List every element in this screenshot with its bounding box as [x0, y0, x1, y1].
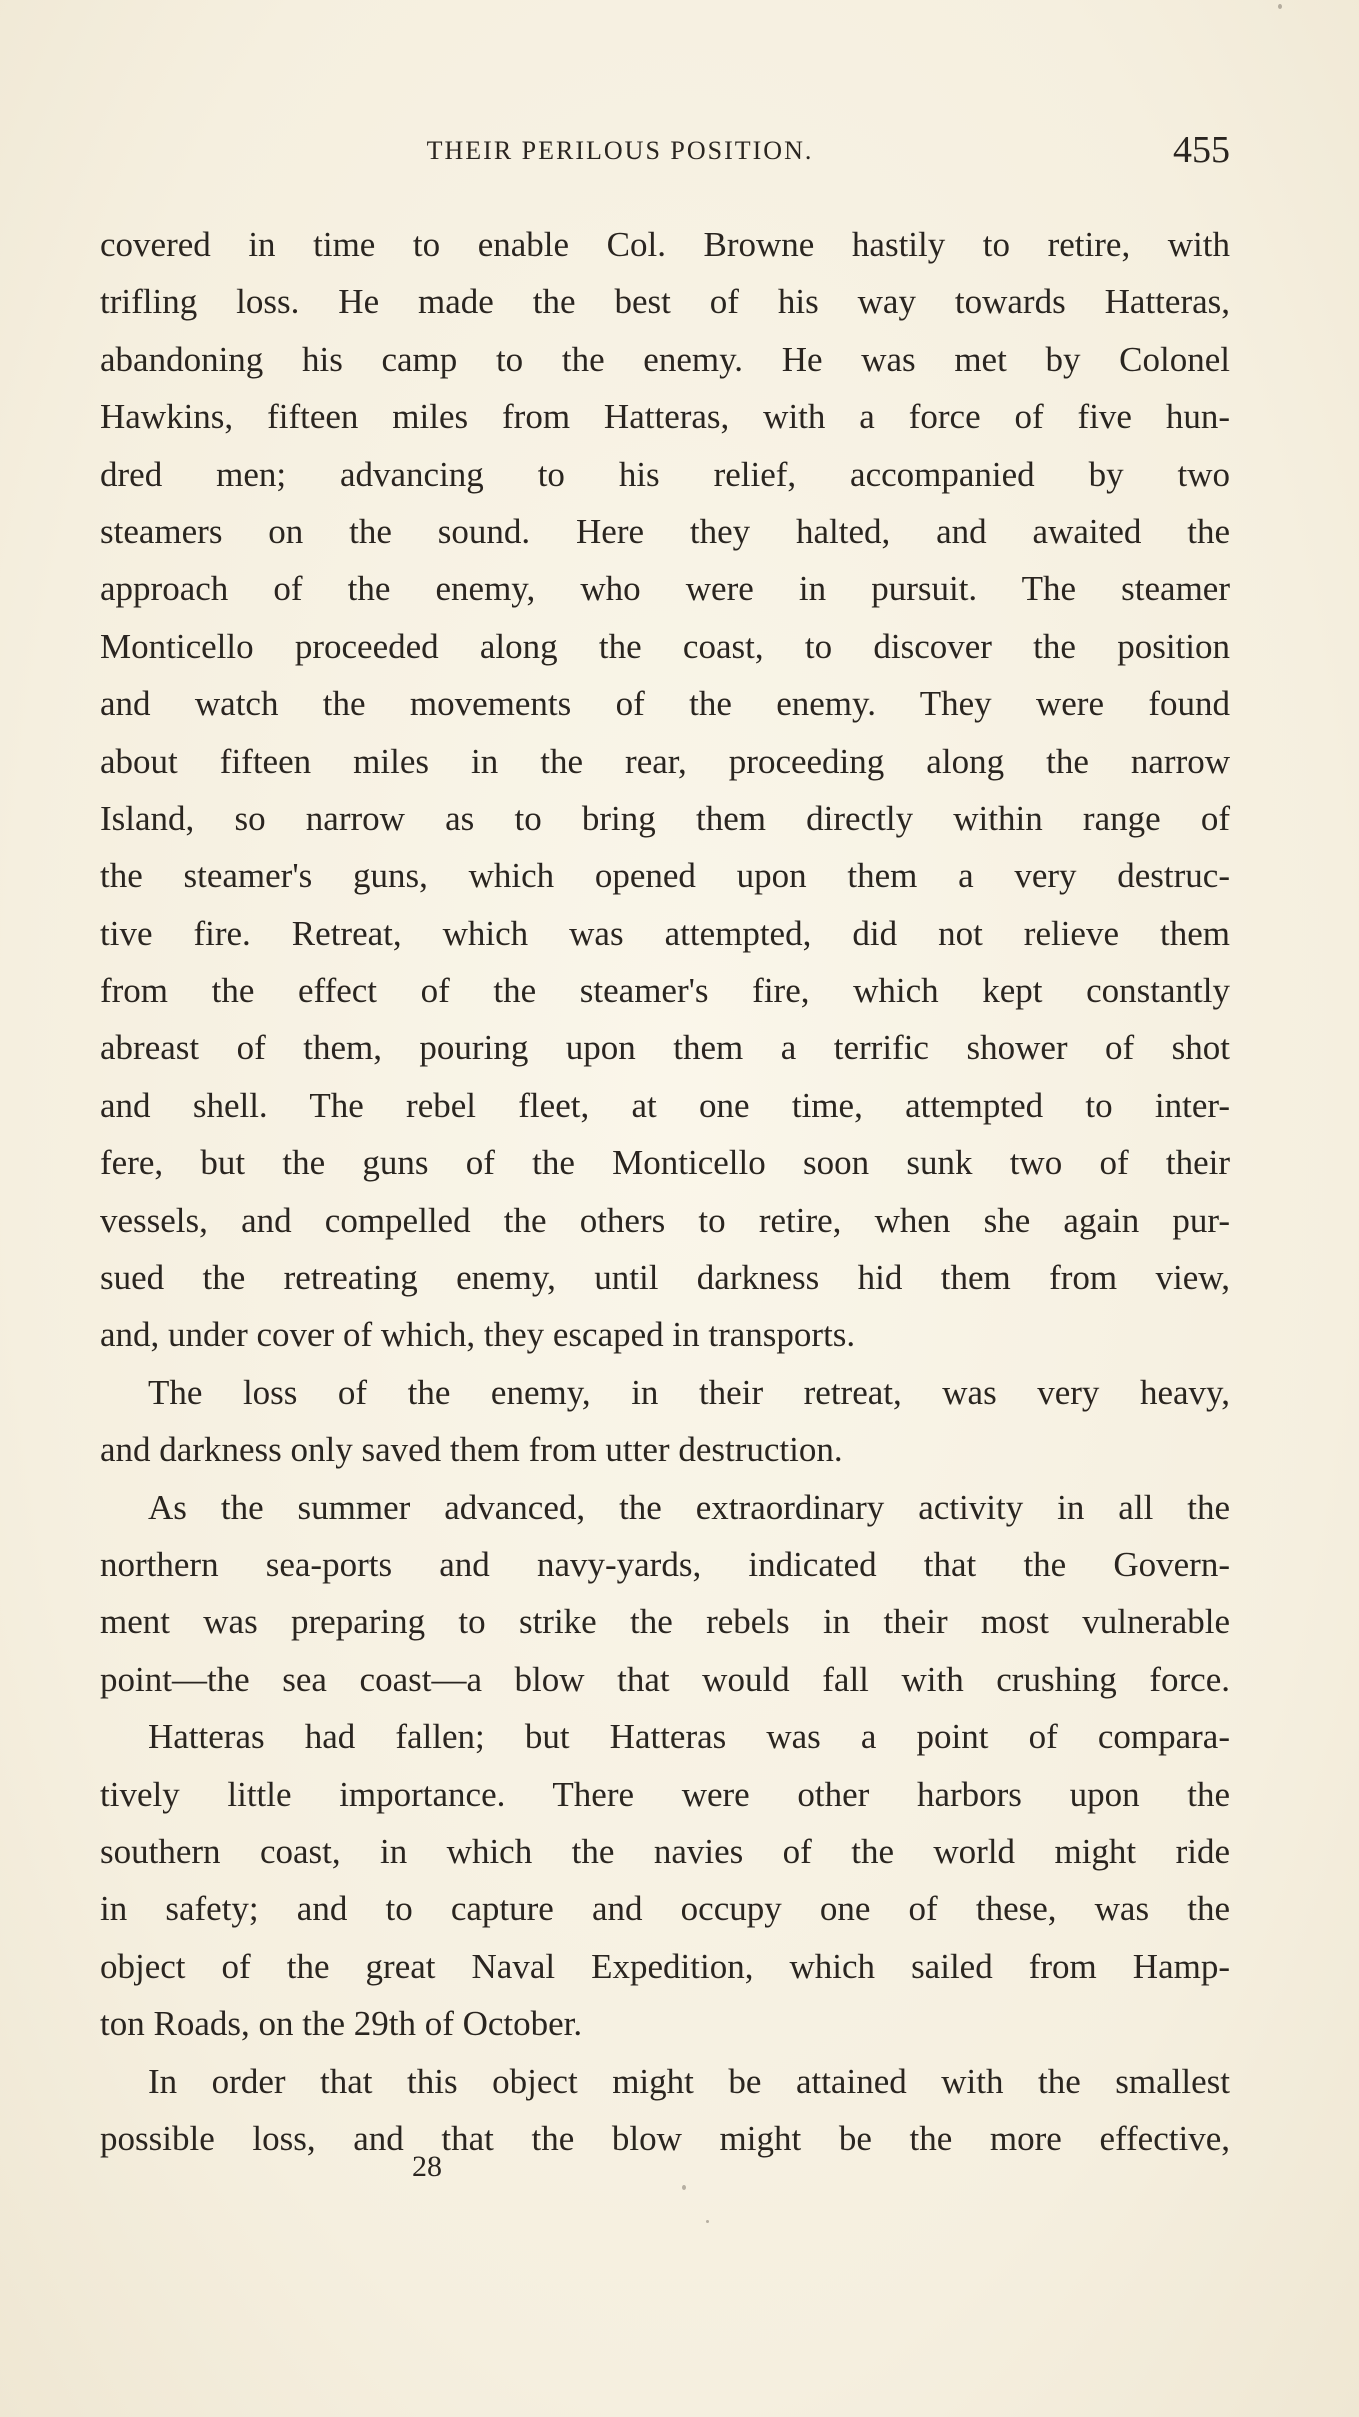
text-line: Island, so narrow as to bring them directly within range of: [100, 798, 1230, 838]
text-line: and watch the movements of the enemy. They were found: [100, 684, 1230, 724]
text-line: steamers on the sound. Here they halted, and awaited the: [100, 511, 1230, 551]
text-line: possible loss, and that the blow might be the more effective,: [100, 2118, 1230, 2158]
text-line: In order that this object might be attained with the smallest: [148, 2061, 1230, 2101]
text-line: in safety; and to capture and occupy one of these, was the: [100, 1889, 1230, 1929]
text-line: abreast of them, pouring upon them a terrific shower of shot: [100, 1028, 1230, 1068]
text-line: tive fire. Retreat, which was attempted, did not relieve them: [100, 913, 1230, 953]
text-line: southern coast, in which the navies of the world might ride: [100, 1831, 1230, 1871]
body-text: [100, 216, 1230, 2167]
text-line: about fifteen miles in the rear, proceeding along the narrow: [100, 741, 1230, 781]
running-head: THEIR PERILOUS POSITION.: [426, 136, 814, 165]
text-line: northern sea-ports and navy-yards, indicated that the Govern-: [100, 1544, 1230, 1584]
text-line: covered in time to enable Col. Browne hastily to retire, with: [100, 225, 1230, 264]
paper-speck: [682, 2185, 686, 2190]
text-line: ton Roads, on the 29th of October.: [100, 2004, 583, 2044]
text-line: vessels, and compelled the others to retire, when she again pur-: [100, 1200, 1230, 1240]
text-line: Hatteras had fallen; but Hatteras was a point of compara-: [148, 1717, 1230, 1757]
text-line: dred men; advancing to his relief, accompanied by two: [100, 454, 1230, 494]
text-line: The loss of the enemy, in their retreat, was very heavy,: [148, 1372, 1230, 1412]
text-line: Hawkins, fifteen miles from Hatteras, with a force of five hun-: [100, 397, 1230, 437]
text-line: point—the sea coast—a blow that would fall with crushing force.: [100, 1659, 1230, 1699]
paper-speck: [706, 2220, 709, 2223]
text-line: tively little importance. There were other harbors upon the: [100, 1774, 1230, 1814]
text-line: from the effect of the steamer's fire, which kept constantly: [100, 971, 1230, 1011]
text-line: fere, but the guns of the Monticello soon sunk two of their: [100, 1143, 1230, 1183]
page-header: [100, 128, 1230, 184]
text-line: abandoning his camp to the enemy. He was met by Colonel: [100, 339, 1230, 379]
text-line: the steamer's guns, which opened upon them a very destruc-: [100, 856, 1230, 896]
paper-speck: [1278, 4, 1282, 9]
page-number: 455: [1173, 129, 1230, 171]
signature-mark: 28: [412, 2150, 442, 2183]
text-line: trifling loss. He made the best of his way towards Hatteras,: [100, 282, 1230, 322]
text-line: and darkness only saved them from utter destruction.: [100, 1430, 843, 1470]
text-line: and, under cover of which, they escaped in transports.: [100, 1315, 856, 1355]
text-line: Monticello proceeded along the coast, to discover the position: [100, 626, 1230, 666]
text-line: object of the great Naval Expedition, which sailed from Hamp-: [100, 1946, 1230, 1986]
text-line: ment was preparing to strike the rebels in their most vulnerable: [100, 1602, 1230, 1642]
text-line: sued the retreating enemy, until darkness hid them from view,: [100, 1258, 1230, 1298]
text-line: and shell. The rebel fleet, at one time, attempted to inter-: [100, 1085, 1230, 1125]
text-line: As the summer advanced, the extraordinary activity in all the: [148, 1487, 1230, 1527]
text-line: approach of the enemy, who were in pursuit. The steamer: [100, 569, 1230, 609]
